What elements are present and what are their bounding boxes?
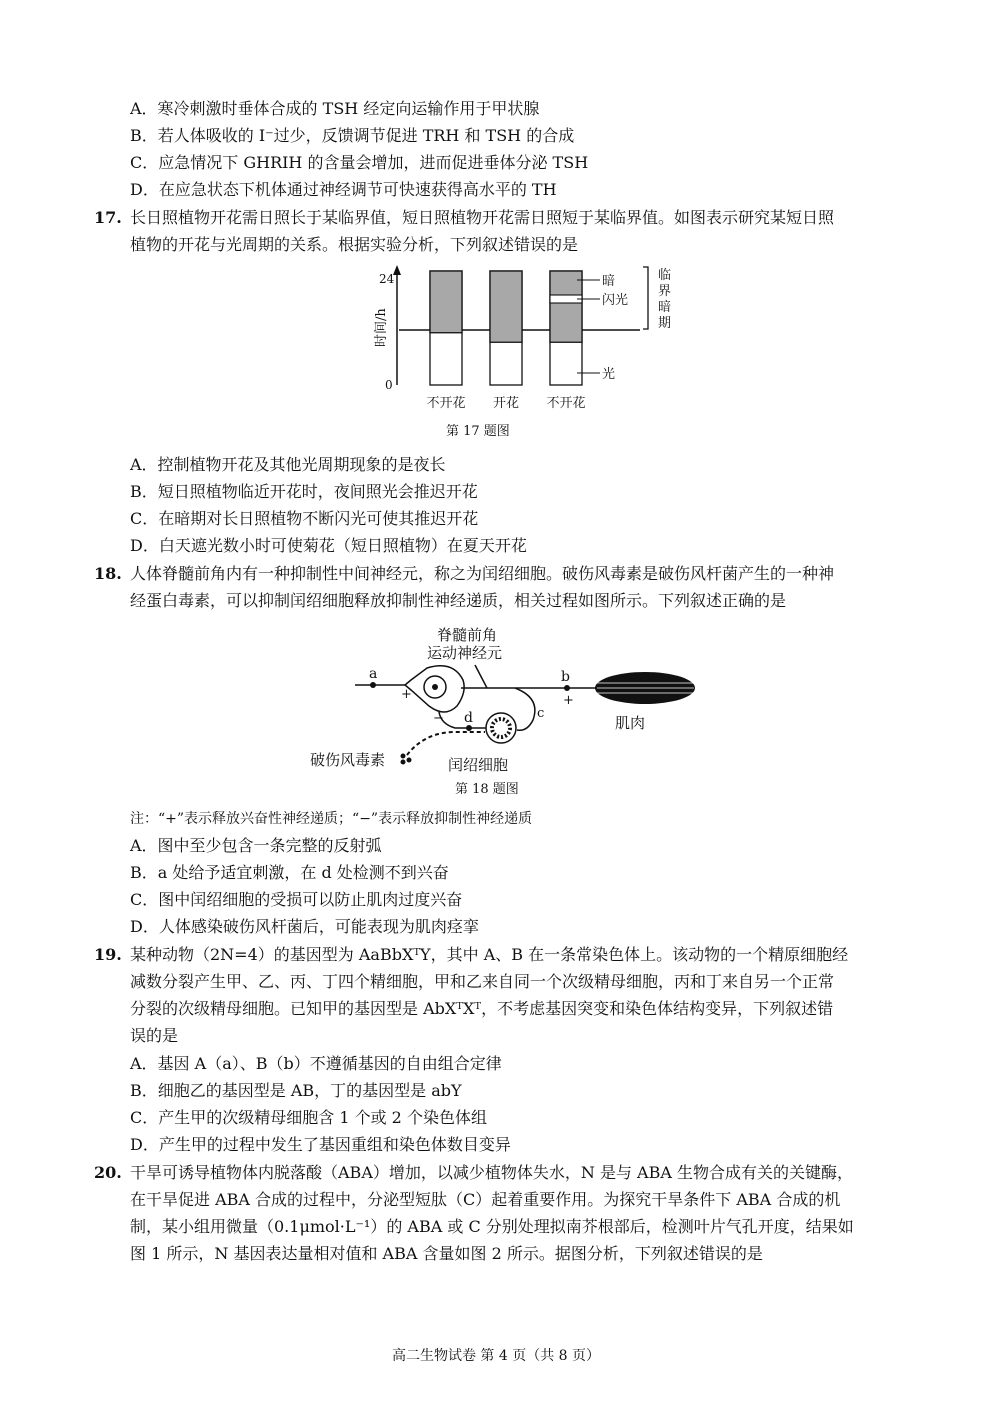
q16-option-a: A．寒冷刺激时垂体合成的 TSH 经定向运输作用于甲状腺 [130, 99, 540, 118]
q17-text-line-1: 长日照植物开花需日照长于某临界值，短日照植物开花需日照短于某临界值。如图表示研究某短日照 [130, 208, 835, 227]
figure-17-photoperiod [355, 265, 685, 415]
q19-option-a: A．基因 A（a）、B（b）不遵循基因的自由组合定律 [130, 1054, 502, 1073]
q20-text-line-4: 图 1 所示，N 基因表达量相对值和 ABA 含量如图 2 所示。据图分析，下列叙述错误的是 [130, 1244, 763, 1263]
q18-option-b: B．a 处给予适宜刺激，在 d 处检测不到兴奋 [130, 863, 449, 882]
q20-text-line-2: 在干旱促进 ABA 合成的过程中，分泌型短肽（C）起着重要作用。为探究干旱条件下 ABA 合成的机 [130, 1190, 841, 1209]
q19-option-c: C．产生甲的次级精母细胞含 1 个或 2 个染色体组 [130, 1108, 487, 1127]
q19-number: 19. [94, 945, 122, 964]
fig17-critical-label: 临界暗期 [658, 268, 672, 331]
fig17-critical-bracket [643, 267, 648, 329]
fig17-caption: 第 17 题图 [446, 424, 510, 439]
fig17-bars [426, 271, 585, 411]
fig17-dark-label: 暗 [602, 274, 616, 289]
q19-option-d: D．产生甲的过程中发生了基因重组和染色体数目变异 [130, 1135, 511, 1154]
fig17-y-axis-label: 时间/h [374, 308, 389, 347]
fig17-bar-3-dark [550, 271, 582, 342]
fig18-label-a: a [369, 666, 378, 682]
fig18-label-b: b [561, 669, 570, 685]
q16-option-b: B．若人体吸收的 I⁻过少，反馈调节促进 TRH 和 TSH 的合成 [130, 126, 575, 145]
q17-text-line-2: 植物的开花与光周期的关系。根据实验分析，下列叙述错误的是 [130, 235, 579, 254]
fig17-y-max-label: 24 [379, 272, 395, 286]
fig18-toxin-label: 破伤风毒素 [310, 751, 386, 769]
fig18-label-d: d [464, 710, 473, 726]
fig18-plus-b: + [563, 693, 574, 708]
fig18-minus: − [433, 711, 444, 726]
q16-option-c: C．应急情况下 GHRIH 的含量会增加，进而促进垂体分泌 TSH [130, 153, 589, 172]
fig17-flash-label: 闪光 [602, 293, 629, 308]
fig18-point-b [564, 685, 570, 691]
fig18-title-line2: 运动神经元 [427, 644, 503, 662]
q18-option-c: C．图中闰绍细胞的受损可以防止肌肉过度兴奋 [130, 890, 463, 909]
fig17-bar-1-dark [430, 271, 462, 333]
q18-option-d: D．人体感染破伤风杆菌后，可能表现为肌肉痉挛 [130, 917, 479, 936]
q17-option-b: B．短日照植物临近开花时，夜间照光会推迟开花 [130, 482, 478, 501]
q17-option-c: C．在暗期对长日照植物不断闪光可使其推迟开花 [130, 509, 479, 528]
fig18-title-line1: 脊髓前角 [437, 626, 498, 644]
q18-text-line-1: 人体脊髓前角内有一种抑制性中间神经元，称之为闰绍细胞。破伤风毒素是破伤风杆菌产生的一种神 [130, 564, 835, 583]
fig18-renshaw-axon [439, 712, 486, 728]
fig18-caption: 第 18 题图 [455, 782, 519, 797]
q18-option-a: A．图中至少包含一条完整的反射弧 [130, 836, 382, 855]
fig17-bar-3-label: 不开花 [546, 396, 586, 411]
fig18-muscle-label: 肌肉 [615, 714, 646, 732]
q19-text-line-1: 某种动物（2N=4）的基因型为 AaBbXᵀY，其中 A、B 在一条常染色体上。该动物的一个精原细胞经 [130, 945, 849, 964]
q19-text-line-2: 减数分裂产生甲、乙、丙、丁四个精细胞，甲和乙来自同一个次级精母细胞，丙和丁来自另一个正常 [130, 972, 835, 991]
q20-text-line-1: 干旱可诱导植物体内脱落酸（ABA）增加，以减少植物体失水，N 是与 ABA 生物合成有关的关键酶， [130, 1163, 853, 1182]
fig18-label-c: c [537, 706, 545, 721]
q20-number: 20. [94, 1163, 122, 1182]
fig17-bar-2-label: 开花 [492, 396, 520, 411]
figure-18-renshaw-circuit [310, 620, 705, 780]
q16-option-d: D．在应急状态下机体通过神经调节可快速获得高水平的 TH [130, 180, 557, 199]
q19-text-line-4: 误的是 [130, 1026, 179, 1045]
fig18-renshaw-label: 闰绍细胞 [448, 756, 509, 774]
fig17-y-zero-label: 0 [385, 378, 393, 392]
fig17-bar-2-dark [490, 271, 522, 342]
page-footer: 高二生物试卷 第 4 页（共 8 页） [391, 1348, 601, 1364]
q17-number: 17. [94, 208, 122, 227]
q19-option-b: B．细胞乙的基因型是 AB，丁的基因型是 abY [130, 1081, 462, 1100]
fig18-plus-a: + [401, 687, 412, 702]
fig17-bar-1-label: 不开花 [426, 396, 466, 411]
q19-text-line-3: 分裂的次级精母细胞。已知甲的基因型是 AbXᵀXᵀ，不考虑基因突变和染色体结构变异，下列叙述错 [130, 999, 834, 1018]
fig18-point-a [370, 682, 376, 688]
q20-text-line-3: 制，某小组用微量（0.1μmol·L⁻¹）的 ABA 或 C 分别处理拟南芥根部后，检测叶片气孔开度，结果如 [130, 1217, 854, 1236]
q18-note: 注：“+”表示释放兴奋性神经递质；“−”表示释放抑制性神经递质 [130, 811, 533, 827]
q18-number: 18. [94, 564, 122, 583]
fig18-collateral [515, 688, 535, 730]
q17-option-d: D．白天遮光数小时可使菊花（短日照植物）在夏天开花 [130, 536, 527, 555]
q17-option-a: A．控制植物开花及其他光周期现象的是夜长 [130, 455, 446, 474]
fig18-toxin-path [407, 732, 485, 755]
q18-text-line-2: 经蛋白毒素，可以抑制闰绍细胞释放抑制性神经递质，相关过程如图所示。下列叙述正确的是 [130, 591, 787, 610]
fig17-light-label: 光 [602, 367, 616, 382]
